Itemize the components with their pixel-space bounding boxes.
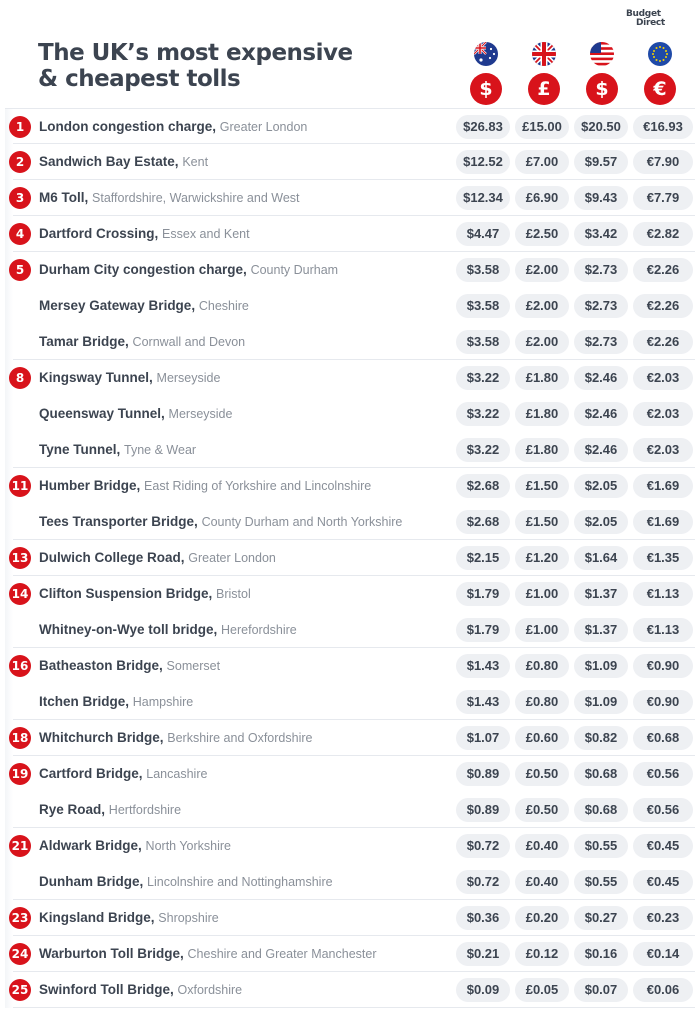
toll-name-cell <box>39 504 402 540</box>
gbp-price: £1.50 <box>515 510 569 534</box>
toll-name: Mersey Gateway Bridge, <box>39 298 196 313</box>
toll-region: Staffordshire, Warwickshire and West <box>92 191 300 205</box>
toll-name-cell <box>39 216 250 252</box>
gbp-price: £0.60 <box>515 726 569 750</box>
usd-price: $20.50 <box>574 115 628 139</box>
usd-price: $0.16 <box>574 942 628 966</box>
eur-price: €1.69 <box>633 510 693 534</box>
usd-price: $1.37 <box>574 582 628 606</box>
usd-price: $9.43 <box>574 186 628 210</box>
toll-region: Oxfordshire <box>177 983 243 997</box>
aud-price: $26.83 <box>456 115 510 139</box>
usd-price: $2.05 <box>574 510 628 534</box>
aud-price: $3.58 <box>456 294 510 318</box>
usd-price: $9.57 <box>574 150 628 174</box>
rank-badge: 1 <box>9 116 31 138</box>
table-row <box>5 252 695 288</box>
toll-name-cell <box>39 252 338 288</box>
table-row <box>5 468 695 504</box>
gbp-price: £0.80 <box>515 690 569 714</box>
toll-region: Greater London <box>219 120 308 134</box>
brand-logo <box>626 10 665 28</box>
row-shade <box>5 432 13 468</box>
aud-price: $12.52 <box>456 150 510 174</box>
toll-name-cell <box>39 396 232 432</box>
aud-price: $0.72 <box>456 834 510 858</box>
header <box>0 0 700 108</box>
aud-price: $3.22 <box>456 438 510 462</box>
toll-name: Aldwark Bridge, <box>39 838 142 853</box>
toll-region: Hampshire <box>132 695 194 709</box>
row-shade <box>5 504 13 540</box>
toll-region: Greater London <box>188 551 276 565</box>
toll-name: Dunham Bridge, <box>39 874 144 889</box>
toll-region: County Durham and North Yorkshire <box>201 515 403 529</box>
aud-price: $1.79 <box>456 582 510 606</box>
aud-currency-icon: $ <box>470 73 502 105</box>
toll-name: Whitney-on-Wye toll bridge, <box>39 622 218 637</box>
rank-badge: 2 <box>9 151 31 173</box>
toll-name-cell <box>39 360 220 396</box>
toll-name: Tamar Bridge, <box>39 334 129 349</box>
eur-price: €0.23 <box>633 906 693 930</box>
toll-name-cell <box>39 612 297 648</box>
table-row <box>5 432 695 468</box>
aud-price: $1.43 <box>456 654 510 678</box>
table-row <box>5 360 695 396</box>
toll-region: Hertfordshire <box>108 803 182 817</box>
toll-region: Herefordshire <box>221 623 297 637</box>
eur-price: €0.45 <box>633 870 693 894</box>
toll-name-cell <box>39 900 219 936</box>
eur-price: €2.82 <box>633 222 693 246</box>
toll-name: Batheaston Bridge, <box>39 658 163 673</box>
table-row <box>5 324 695 360</box>
usa-flag-icon <box>590 42 614 66</box>
brand-line-2: Direct <box>636 18 665 28</box>
toll-name-cell <box>39 468 371 504</box>
toll-region: Lancashire <box>146 767 208 781</box>
gbp-price: £2.00 <box>515 330 569 354</box>
row-shade <box>5 612 13 648</box>
usd-price: $0.68 <box>574 762 628 786</box>
toll-name-cell <box>39 756 207 792</box>
usd-price: $1.09 <box>574 654 628 678</box>
toll-name-cell <box>39 576 251 612</box>
row-shade <box>5 792 13 828</box>
toll-name: London congestion charge, <box>39 119 217 134</box>
table-row <box>5 936 695 972</box>
gbp-price: £2.00 <box>515 294 569 318</box>
uk-flag-icon <box>532 42 556 66</box>
gbp-price: £0.80 <box>515 654 569 678</box>
toll-name-cell <box>39 144 208 180</box>
table-row <box>5 612 695 648</box>
gbp-currency-icon: £ <box>528 73 560 105</box>
aud-price: $0.09 <box>456 978 510 1002</box>
toll-name: Swinford Toll Bridge, <box>39 982 174 997</box>
usd-price: $2.73 <box>574 294 628 318</box>
toll-region: Merseyside <box>156 371 221 385</box>
toll-name: Kingsland Bridge, <box>39 910 155 925</box>
eur-price: €0.56 <box>633 798 693 822</box>
toll-name: Dartford Crossing, <box>39 226 159 241</box>
toll-name: M6 Toll, <box>39 190 89 205</box>
gbp-price: £6.90 <box>515 186 569 210</box>
aud-price: $2.68 <box>456 510 510 534</box>
eur-price: €16.93 <box>633 115 693 139</box>
row-shade <box>5 396 13 432</box>
toll-region: County Durham <box>250 263 339 277</box>
eur-price: €1.13 <box>633 618 693 642</box>
gbp-price: £1.50 <box>515 474 569 498</box>
eur-price: €0.56 <box>633 762 693 786</box>
toll-name-cell <box>39 180 300 216</box>
usd-price: $0.07 <box>574 978 628 1002</box>
table-row <box>5 972 695 1008</box>
aud-price: $2.68 <box>456 474 510 498</box>
rank-badge: 23 <box>9 907 31 929</box>
toll-region: North Yorkshire <box>145 839 232 853</box>
aud-price: $0.21 <box>456 942 510 966</box>
toll-region: Cornwall and Devon <box>132 335 246 349</box>
toll-region: Berkshire and Oxfordshire <box>167 731 313 745</box>
row-shade <box>5 324 13 360</box>
table-row <box>5 180 695 216</box>
gbp-price: £0.12 <box>515 942 569 966</box>
usd-price: $0.55 <box>574 834 628 858</box>
gbp-price: £0.20 <box>515 906 569 930</box>
title-line-1: The UK’s most expensive <box>38 40 353 66</box>
eur-price: €2.26 <box>633 330 693 354</box>
toll-region: Tyne & Wear <box>124 443 197 457</box>
title-line-2: & cheapest tolls <box>38 66 241 92</box>
usd-price: $0.27 <box>574 906 628 930</box>
toll-name-cell <box>39 864 333 900</box>
toll-name-cell <box>39 936 377 972</box>
toll-name: Rye Road, <box>39 802 106 817</box>
usd-price: $2.46 <box>574 438 628 462</box>
rank-badge: 25 <box>9 979 31 1001</box>
toll-name: Kingsway Tunnel, <box>39 370 153 385</box>
usd-price: $1.37 <box>574 618 628 642</box>
toll-name-cell <box>39 972 242 1008</box>
toll-name: Cartford Bridge, <box>39 766 143 781</box>
toll-region: Somerset <box>166 659 221 673</box>
rank-badge: 16 <box>9 655 31 677</box>
aud-price: $0.36 <box>456 906 510 930</box>
australia-flag-icon <box>474 42 498 66</box>
eu-flag-icon <box>648 42 672 66</box>
toll-name-cell <box>39 684 193 720</box>
toll-region: Shropshire <box>158 911 219 925</box>
aud-price: $0.89 <box>456 798 510 822</box>
table-row <box>5 828 695 864</box>
gbp-price: £15.00 <box>515 115 569 139</box>
usd-currency-icon: $ <box>586 73 618 105</box>
row-shade <box>5 684 13 720</box>
eur-price: €0.45 <box>633 834 693 858</box>
rank-badge: 24 <box>9 943 31 965</box>
table-row <box>5 792 695 828</box>
toll-region: Cheshire <box>198 299 249 313</box>
gbp-price: £0.50 <box>515 798 569 822</box>
rank-badge: 14 <box>9 583 31 605</box>
aud-price: $1.79 <box>456 618 510 642</box>
page-title <box>38 40 353 92</box>
aud-price: $0.89 <box>456 762 510 786</box>
table-row <box>5 648 695 684</box>
gbp-price: £2.00 <box>515 258 569 282</box>
toll-name: Tyne Tunnel, <box>39 442 121 457</box>
gbp-price: £1.00 <box>515 582 569 606</box>
usd-price: $3.42 <box>574 222 628 246</box>
toll-name: Itchen Bridge, <box>39 694 130 709</box>
toll-name-cell <box>39 324 245 360</box>
aud-price: $3.58 <box>456 330 510 354</box>
toll-name: Queensway Tunnel, <box>39 406 165 421</box>
eur-price: €0.68 <box>633 726 693 750</box>
rank-badge: 4 <box>9 223 31 245</box>
eur-price: €1.13 <box>633 582 693 606</box>
toll-region: Cheshire and Greater Manchester <box>187 947 377 961</box>
toll-name: Sandwich Bay Estate, <box>39 154 179 169</box>
toll-region: Essex and Kent <box>162 227 250 241</box>
gbp-price: £2.50 <box>515 222 569 246</box>
eur-price: €2.26 <box>633 294 693 318</box>
rank-badge: 21 <box>9 835 31 857</box>
usd-price: $0.68 <box>574 798 628 822</box>
row-shade <box>5 864 13 900</box>
eur-price: €2.26 <box>633 258 693 282</box>
aud-price: $3.22 <box>456 402 510 426</box>
toll-name-cell <box>39 828 231 864</box>
aud-price: $0.72 <box>456 870 510 894</box>
toll-name: Humber Bridge, <box>39 478 141 493</box>
aud-price: $1.07 <box>456 726 510 750</box>
eur-price: €2.03 <box>633 402 693 426</box>
toll-name: Warburton Toll Bridge, <box>39 946 184 961</box>
usd-price: $1.09 <box>574 690 628 714</box>
gbp-price: £1.80 <box>515 402 569 426</box>
toll-region: Lincolnshire and Nottinghamshire <box>147 875 333 889</box>
aud-price: $2.15 <box>456 546 510 570</box>
rank-badge: 8 <box>9 367 31 389</box>
toll-name: Durham City congestion charge, <box>39 262 247 277</box>
table-row <box>5 684 695 720</box>
toll-table <box>5 108 695 1008</box>
usd-price: $2.73 <box>574 330 628 354</box>
gbp-price: £0.50 <box>515 762 569 786</box>
usd-price: $2.73 <box>574 258 628 282</box>
row-shade <box>5 288 13 324</box>
toll-name: Tees Transporter Bridge, <box>39 514 198 529</box>
rank-badge: 19 <box>9 763 31 785</box>
eur-currency-icon: € <box>644 73 676 105</box>
eur-price: €1.35 <box>633 546 693 570</box>
eur-price: €7.79 <box>633 186 693 210</box>
gbp-price: £1.20 <box>515 546 569 570</box>
toll-name-cell <box>39 792 181 828</box>
toll-name: Dulwich College Road, <box>39 550 185 565</box>
gbp-price: £1.80 <box>515 366 569 390</box>
table-row <box>5 396 695 432</box>
usd-price: $2.05 <box>574 474 628 498</box>
table-row <box>5 864 695 900</box>
toll-name: Whitchurch Bridge, <box>39 730 164 745</box>
toll-name-cell <box>39 540 276 576</box>
aud-price: $3.22 <box>456 366 510 390</box>
rank-badge: 3 <box>9 187 31 209</box>
usd-price: $0.55 <box>574 870 628 894</box>
toll-name-cell <box>39 432 196 468</box>
aud-price: $3.58 <box>456 258 510 282</box>
table-row <box>5 900 695 936</box>
eur-price: €2.03 <box>633 366 693 390</box>
table-row <box>5 288 695 324</box>
rank-badge: 5 <box>9 259 31 281</box>
eur-price: €1.69 <box>633 474 693 498</box>
aud-price: $12.34 <box>456 186 510 210</box>
toll-name-cell <box>39 288 249 324</box>
gbp-price: £7.00 <box>515 150 569 174</box>
table-row <box>5 144 695 180</box>
toll-region: East Riding of Yorkshire and Lincolnshire <box>144 479 372 493</box>
eur-price: €0.14 <box>633 942 693 966</box>
eur-price: €0.06 <box>633 978 693 1002</box>
usd-price: $2.46 <box>574 366 628 390</box>
table-row <box>5 720 695 756</box>
usd-price: $1.64 <box>574 546 628 570</box>
eur-price: €0.90 <box>633 690 693 714</box>
toll-name-cell <box>39 648 220 684</box>
usd-price: $0.82 <box>574 726 628 750</box>
eur-price: €2.03 <box>633 438 693 462</box>
gbp-price: £0.40 <box>515 834 569 858</box>
brand-line-1: Budget <box>626 9 661 19</box>
toll-region: Bristol <box>216 587 251 601</box>
table-row <box>5 504 695 540</box>
table-row <box>5 216 695 252</box>
gbp-price: £1.00 <box>515 618 569 642</box>
rank-badge: 11 <box>9 475 31 497</box>
table-row <box>5 108 695 144</box>
aud-price: $4.47 <box>456 222 510 246</box>
toll-name-cell <box>39 720 312 756</box>
toll-region: Kent <box>182 155 209 169</box>
aud-price: $1.43 <box>456 690 510 714</box>
eur-price: €7.90 <box>633 150 693 174</box>
eur-price: €0.90 <box>633 654 693 678</box>
toll-region: Merseyside <box>168 407 233 421</box>
toll-name: Clifton Suspension Bridge, <box>39 586 213 601</box>
gbp-price: £0.05 <box>515 978 569 1002</box>
table-row <box>5 576 695 612</box>
table-row <box>5 756 695 792</box>
rank-badge: 18 <box>9 727 31 749</box>
toll-name-cell <box>39 109 307 145</box>
usd-price: $2.46 <box>574 402 628 426</box>
rank-badge: 13 <box>9 547 31 569</box>
table-row <box>5 540 695 576</box>
gbp-price: £0.40 <box>515 870 569 894</box>
gbp-price: £1.80 <box>515 438 569 462</box>
